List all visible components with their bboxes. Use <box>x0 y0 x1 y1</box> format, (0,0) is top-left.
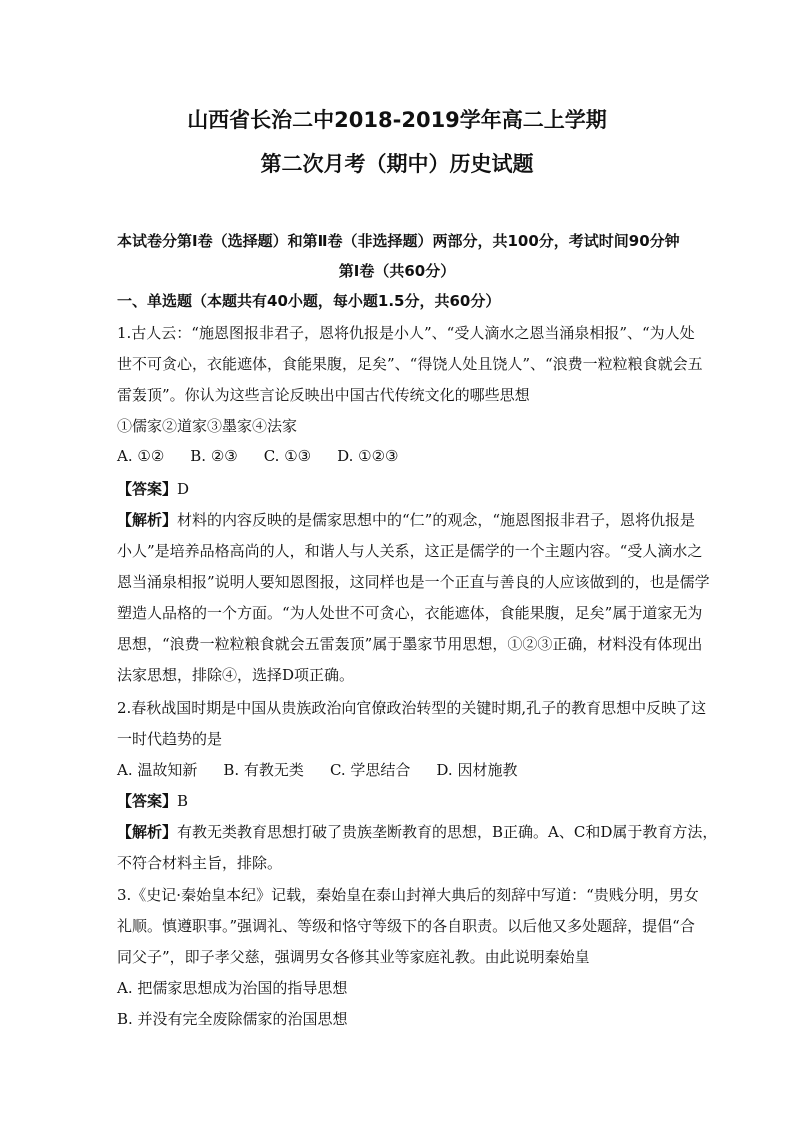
section-title: 第Ⅰ卷（共60分） <box>338 262 456 280</box>
q1-options <box>117 447 424 465</box>
q1-option-a: A. ①② <box>117 447 165 465</box>
q1-analysis-line: 恩当涌泉相报”说明人要知恩图报，这同样也是一个正直与善良的人应该做到的，也是儒学 <box>117 573 710 591</box>
q2-answer <box>117 790 188 811</box>
answer-value: B <box>177 792 189 810</box>
exam-intro: 本试卷分第Ⅰ卷（选择题）和第Ⅱ卷（非选择题）两部分，共100分，考试时间90分钟 <box>117 232 680 250</box>
q1-line: 世不可贪心，衣能遮体，食能果腹，足矣”、“得饶人处且饶人”、“浪费一粒粒粮食就会五 <box>117 355 703 373</box>
q2-option-d: D. 因材施教 <box>436 761 518 779</box>
q1-line: 雷轰顶”。你认为这些言论反映出中国古代传统文化的哪些思想 <box>117 386 530 404</box>
q2-analysis <box>117 821 717 842</box>
q1-sub-options: ①儒家②道家③墨家④法家 <box>117 417 298 435</box>
q1-option-c: C. ①③ <box>263 447 312 465</box>
q2-option-b: B. 有教无类 <box>223 761 304 779</box>
q1-option-d: D. ①②③ <box>337 447 399 465</box>
q1-analysis-line: 塑造人品格的一个方面。“为人处世不可贪心，衣能遮体，食能果腹，足矣”属于道家无为 <box>117 604 703 622</box>
q1-answer <box>117 478 189 499</box>
answer-tag: 【答案】 <box>117 480 178 498</box>
q3-option-b: B. 并没有完全废除儒家的治国思想 <box>117 1010 348 1028</box>
q3-line: 礼顺。慎遵职事。”强调礼、等级和恪守等级下的各自职责。以后他又多处题辞，提倡“合 <box>117 917 695 935</box>
q1-analysis-line: 小人”是培养品格高尚的人，和谐人与人关系，这正是儒学的一个主题内容。“受人滴水之 <box>117 542 703 560</box>
answer-value: D <box>177 480 190 498</box>
q2-line: 2.春秋战国时期是中国从贵族政治向官僚政治转型的关键时期,孔子的教育思想中反映了这 <box>117 699 707 717</box>
q1-line: 1.古人云：“施恩图报非君子，恩将仇报是小人”、“受人滴水之恩当涌泉相报”、“为人处 <box>117 324 695 342</box>
q1-analysis-line: 思想，“浪费一粒粒粮食就会五雷轰顶”属于墨家节用思想，①②③正确，材料没有体现出 <box>117 635 703 653</box>
q3-option-a: A. 把儒家思想成为治国的指导思想 <box>117 979 348 997</box>
q2-analysis-line: 不符合材料主旨，排除。 <box>117 854 283 872</box>
q2-option-a: A. 温故知新 <box>117 761 198 779</box>
analysis-text: 材料的内容反映的是儒家思想中的“仁”的观念，“施恩图报非君子，恩将仇报是 <box>177 511 696 529</box>
q3-line: 同父子”，即子孝父慈，强调男女各修其业等家庭礼教。由此说明秦始皇 <box>117 948 590 966</box>
part-heading: 一、单选题（本题共有40小题，每小题1.5分，共60分） <box>117 292 501 310</box>
answer-tag: 【答案】 <box>117 792 178 810</box>
title-line-1: 山西省长治二中2018-2019学年高二上学期 <box>187 108 607 132</box>
title-line-2: 第二次月考（期中）历史试题 <box>260 152 534 176</box>
q1-analysis-line: 法家思想，排除④，选择D项正确。 <box>117 666 355 684</box>
q3-line: 3.《史记·秦始皇本纪》记载，秦始皇在泰山封禅大典后的刻辞中写道：“贵贱分明，男女 <box>117 886 699 904</box>
analysis-text: 有教无类教育思想打破了贵族垄断教育的思想，B正确。A、C和D属于教育方法， <box>177 823 718 841</box>
q1-option-b: B. ②③ <box>190 447 238 465</box>
analysis-tag: 【解析】 <box>117 823 178 841</box>
q2-line: 一时代趋势的是 <box>117 730 223 748</box>
analysis-tag: 【解析】 <box>117 511 178 529</box>
q1-analysis <box>117 509 695 530</box>
q2-option-c: C. 学思结合 <box>329 761 411 779</box>
q2-options <box>117 759 543 780</box>
